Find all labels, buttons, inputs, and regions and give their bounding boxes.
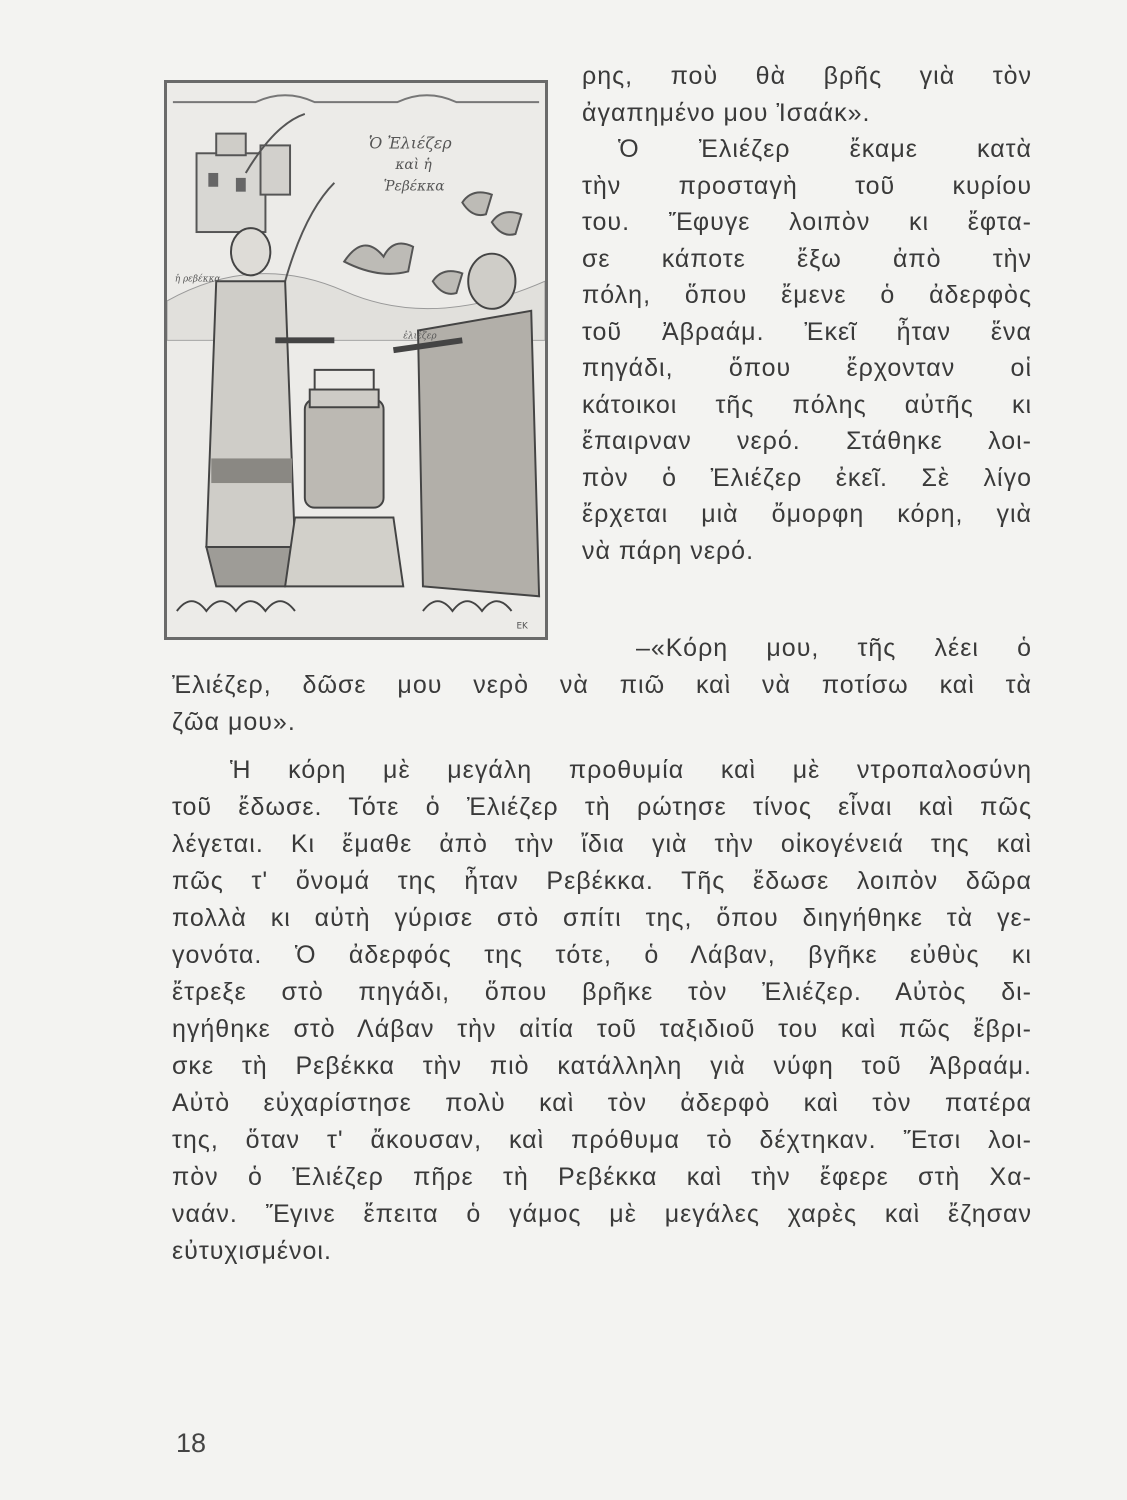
svg-text:ΕΚ: ΕΚ xyxy=(516,621,528,632)
text-line: ἀγαπημένο μου Ἰσαάκ». xyxy=(582,98,871,127)
text-line: Ἐλιέζερ, δῶσε μου νερὸ νὰ πιῶ καὶ νὰ ποτίσω καὶ τὰ xyxy=(172,671,1032,699)
eliezer-rebecca-icon xyxy=(167,83,545,637)
dialogue-text xyxy=(172,630,1032,741)
text-line: της, ὅταν τ' ἄκουσαν, καὶ πρόθυμα τὸ δέχτηκαν. Ἔτσι λοι- xyxy=(172,1126,1032,1154)
text-line: ἔπαιρναν νερό. Στάθηκε λοι- xyxy=(582,427,1032,455)
text-line: λέγεται. Κι ἔμαθε ἀπὸ τὴν ἴδια γιὰ τὴν οἰκογένειά της καὶ xyxy=(172,830,1032,858)
text-line: Ἡ κόρη μὲ μεγάλη προθυμία καὶ μὲ ντροπαλοσύνη xyxy=(230,756,1032,784)
page-number: 18 xyxy=(176,1428,207,1458)
text-line: σε κάποτε ἔξω ἀπὸ τὴν xyxy=(582,244,1032,273)
svg-text:καὶ ἡ: καὶ ἡ xyxy=(395,157,432,174)
text-line: τὴν προσταγὴ τοῦ κυρίου xyxy=(582,171,1032,200)
text-line: πηγάδι, ὅπου ἔρχονταν οἱ xyxy=(582,354,1032,382)
svg-text:Ῥεβέκκα: Ῥεβέκκα xyxy=(383,178,445,195)
text-line: σκε τὴ Ρεβέκκα τὴν πιὸ κατάλληλη γιὰ νύφη τοῦ Ἀβραάμ. xyxy=(172,1052,1032,1080)
text-line: ηγήθηκε στὸ Λάβαν τὴν αἰτία τοῦ ταξιδιοῦ του καὶ πῶς ἔβρι- xyxy=(172,1015,1032,1043)
text-line: ζῶα μου». xyxy=(172,708,296,736)
text-line: –«Κόρη μου, τῆς λέει ὁ xyxy=(636,634,1032,662)
text-line: εὐτυχισμένοι. xyxy=(172,1237,332,1265)
text-line: ρης, ποὺ θὰ βρῆς γιὰ τὸν xyxy=(582,62,1032,90)
text-line: πόλη, ὅπου ἔμενε ὁ ἀδερφὸς xyxy=(582,281,1032,309)
text-line: νὰ πάρη νερό. xyxy=(582,536,755,565)
text-line: ἔρχεται μιὰ ὄμορφη κόρη, γιὰ xyxy=(582,500,1032,528)
text-line: του. Ἔφυγε λοιπὸν κι ἔφτα- xyxy=(582,208,1032,236)
text-line: Ὁ Ἐλιέζερ ἔκαμε κατὰ xyxy=(618,135,1032,163)
text-line: πὸν ὁ Ἐλιέζερ ἐκεῖ. Σὲ λίγο xyxy=(582,463,1032,492)
text-line: πὸν ὁ Ἐλιέζερ πῆρε τὴ Ρεβέκκα καὶ τὴν ἔφερε στὴ Χα- xyxy=(172,1163,1032,1191)
text-line: Αὐτὸ εὐχαρίστησε πολὺ καὶ τὸν ἀδερφὸ καὶ τὸν πατέρα xyxy=(172,1089,1032,1117)
text-line: ναάν. Ἔγινε ἔπειτα ὁ γάμος μὲ μεγάλες χαρὲς καὶ ἔζησαν xyxy=(172,1200,1032,1228)
text-line: τοῦ ἔδωσε. Τότε ὁ Ἐλιέζερ τὴ ρώτησε τίνος εἶναι καὶ πῶς xyxy=(172,793,1032,821)
text-line: γονότα. Ὁ ἀδερφός της τότε, ὁ Λάβαν, βγῆκε εὐθὺς κι xyxy=(172,941,1032,969)
text-line: κάτοικοι τῆς πόλης αὐτῆς κι xyxy=(582,390,1032,419)
text-line: ἔτρεξε στὸ πηγάδι, ὅπου βρῆκε τὸν Ἐλιέζερ. Αὐτὸς δι- xyxy=(172,978,1032,1006)
svg-text:ἐλιέζερ: ἐλιέζερ xyxy=(403,331,437,342)
main-paragraph xyxy=(172,752,1032,1270)
right-column-text xyxy=(582,58,1032,569)
svg-text:Ὁ Ἐλιέζερ: Ὁ Ἐλιέζερ xyxy=(368,133,452,153)
text-line: πολλὰ κι αὐτὴ γύρισε στὸ σπίτι της, ὅπου διηγήθηκε τὰ γε- xyxy=(172,904,1032,932)
icon-illustration xyxy=(164,80,548,640)
text-line: πῶς τ' ὄνομά της ἦταν Ρεβέκκα. Τῆς ἔδωσε λοιπὸν δῶρα xyxy=(172,867,1032,895)
svg-text:ἡ ρεβέκκα: ἡ ρεβέκκα xyxy=(174,274,221,285)
text-line: τοῦ Ἀβραάμ. Ἐκεῖ ἦταν ἕνα xyxy=(582,317,1032,346)
